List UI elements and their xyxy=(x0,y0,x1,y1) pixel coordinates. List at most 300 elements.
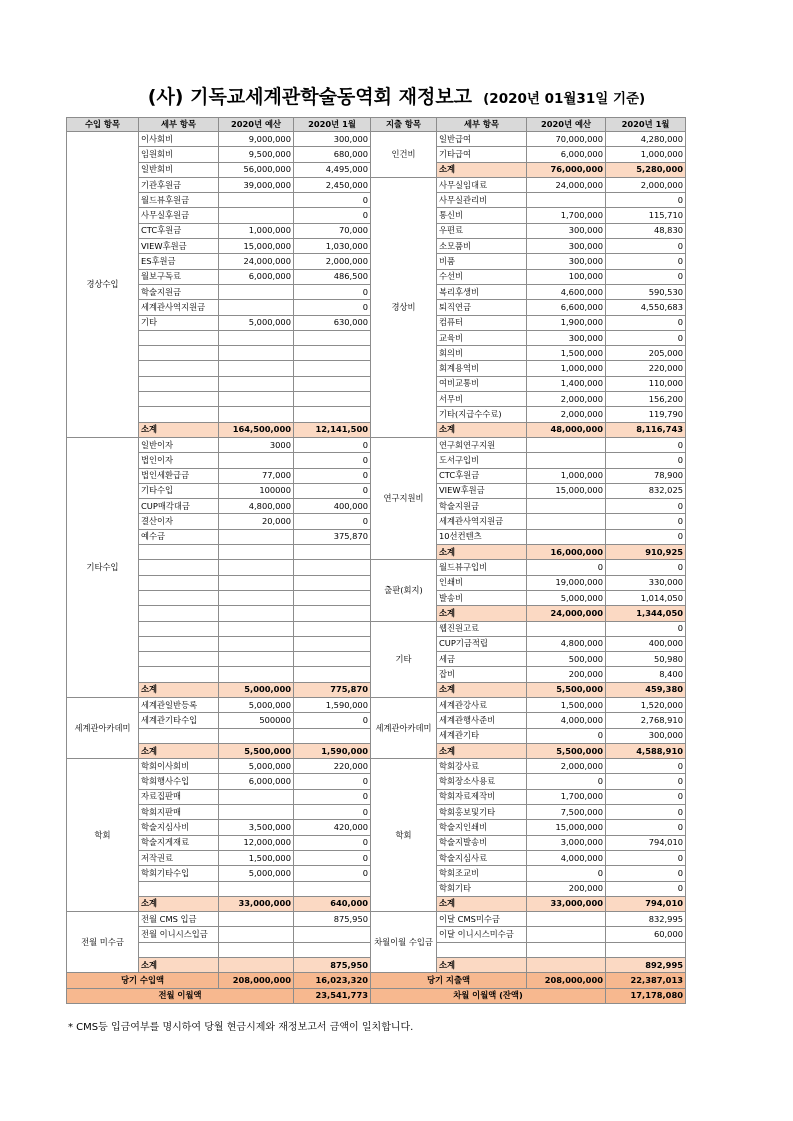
income-subtotal-label: 소계 xyxy=(139,896,219,911)
income-item-label: 학술지원금 xyxy=(139,284,219,299)
income-category: 세계관아카데미 xyxy=(67,697,139,758)
expense-item-label: 학회강사료 xyxy=(437,759,527,774)
income-item-month: 375,870 xyxy=(294,529,371,544)
income-item-budget xyxy=(219,208,294,223)
prev-carryover-label: 전월 이월액 xyxy=(67,988,294,1003)
expense-item-budget: 4,000,000 xyxy=(527,713,606,728)
table-row xyxy=(67,560,686,575)
income-item-month: 680,000 xyxy=(294,147,371,162)
income-item-budget xyxy=(219,927,294,942)
income-item-label: 학회이사회비 xyxy=(139,759,219,774)
expense-subtotal-label: 소계 xyxy=(437,545,527,560)
income-item-month: 0 xyxy=(294,805,371,820)
expense-item-month: 0 xyxy=(606,805,686,820)
income-item-month: 875,950 xyxy=(294,912,371,927)
income-item-label: 기타 xyxy=(139,315,219,330)
expense-item-month: 0 xyxy=(606,820,686,835)
income-item-month: 0 xyxy=(294,437,371,452)
expense-item-label: 학회기타 xyxy=(437,881,527,896)
income-item-month: 0 xyxy=(294,193,371,208)
expense-subtotal-label: 소계 xyxy=(437,606,527,621)
income-item-budget: 3000 xyxy=(219,437,294,452)
expense-item-budget: 6,600,000 xyxy=(527,300,606,315)
income-item-month: 0 xyxy=(294,483,371,498)
expense-item-label: 비품 xyxy=(437,254,527,269)
income-item-label: 학회지판매 xyxy=(139,805,219,820)
expense-item-budget: 5,000,000 xyxy=(527,590,606,605)
expense-subtotal-month: 794,010 xyxy=(606,896,686,911)
income-item-label: 일반이자 xyxy=(139,437,219,452)
expense-subtotal-budget: 33,000,000 xyxy=(527,896,606,911)
income-item-budget xyxy=(219,652,294,667)
expense-category: 인건비 xyxy=(371,132,437,178)
expense-item-month: 1,000,000 xyxy=(606,147,686,162)
income-item-label: 세계관기타수입 xyxy=(139,713,219,728)
income-item-budget: 500000 xyxy=(219,713,294,728)
income-total-label: 당기 수입액 xyxy=(67,973,219,988)
income-item-label: 예수금 xyxy=(139,529,219,544)
income-item-month: 0 xyxy=(294,866,371,881)
expense-subtotal-budget: 5,500,000 xyxy=(527,682,606,697)
expense-item-budget xyxy=(527,942,606,957)
expense-item-budget xyxy=(527,514,606,529)
expense-item-month: 1,014,050 xyxy=(606,590,686,605)
expense-subtotal-month: 910,925 xyxy=(606,545,686,560)
expense-category: 차월이월 수입금 xyxy=(371,912,437,973)
income-item-month: 1,590,000 xyxy=(294,697,371,712)
income-item-month: 420,000 xyxy=(294,820,371,835)
expense-item-month: 400,000 xyxy=(606,636,686,651)
income-item-label xyxy=(139,881,219,896)
expense-item-budget xyxy=(527,529,606,544)
income-item-label: 임원회비 xyxy=(139,147,219,162)
report-title xyxy=(0,82,793,109)
expense-item-month: 0 xyxy=(606,881,686,896)
income-item-label: 세계관일반등록 xyxy=(139,697,219,712)
income-category: 전월 미수금 xyxy=(67,912,139,973)
income-item-budget xyxy=(219,881,294,896)
table-header-row xyxy=(67,118,686,132)
income-item-budget: 5,000,000 xyxy=(219,866,294,881)
expense-category: 경상비 xyxy=(371,177,437,437)
income-item-budget xyxy=(219,728,294,743)
income-item-label: 학술지게재료 xyxy=(139,835,219,850)
expense-item-label xyxy=(437,942,527,957)
table-body xyxy=(67,132,686,973)
income-item-label: 월드뷰후원금 xyxy=(139,193,219,208)
expense-item-month: 300,000 xyxy=(606,728,686,743)
expense-item-budget: 0 xyxy=(527,866,606,881)
table-row xyxy=(67,177,686,192)
expense-item-month: 220,000 xyxy=(606,361,686,376)
income-item-label xyxy=(139,376,219,391)
income-item-month xyxy=(294,392,371,407)
expense-item-month: 0 xyxy=(606,193,686,208)
expense-item-label: 도서구입비 xyxy=(437,453,527,468)
income-item-budget: 1,500,000 xyxy=(219,850,294,865)
title-main: (사) 기독교세계관학술동역회 재정보고 xyxy=(147,86,473,108)
total-row-carryover xyxy=(67,988,686,1003)
expense-item-budget: 300,000 xyxy=(527,330,606,345)
expense-item-budget: 300,000 xyxy=(527,239,606,254)
table-row xyxy=(67,132,686,147)
expense-item-budget: 15,000,000 xyxy=(527,483,606,498)
expense-item-label: 사무실관리비 xyxy=(437,193,527,208)
expense-subtotal-month: 4,588,910 xyxy=(606,743,686,758)
expense-item-budget: 1,700,000 xyxy=(527,789,606,804)
income-item-month: 220,000 xyxy=(294,759,371,774)
expense-item-budget: 0 xyxy=(527,774,606,789)
expense-item-month: 0 xyxy=(606,437,686,452)
income-item-month: 4,495,000 xyxy=(294,162,371,177)
expense-item-label: 10선컨텐츠 xyxy=(437,529,527,544)
expense-item-month: 156,200 xyxy=(606,392,686,407)
expense-item-budget: 1,400,000 xyxy=(527,376,606,391)
expense-item-label: 발송비 xyxy=(437,590,527,605)
income-item-month: 0 xyxy=(294,713,371,728)
expense-subtotal-budget: 5,500,000 xyxy=(527,743,606,758)
expense-item-month: 0 xyxy=(606,621,686,636)
expense-item-label: 컴퓨터 xyxy=(437,315,527,330)
expense-item-budget: 2,000,000 xyxy=(527,407,606,422)
expense-item-label: 사무실임대료 xyxy=(437,177,527,192)
income-item-month: 400,000 xyxy=(294,499,371,514)
income-item-month: 0 xyxy=(294,835,371,850)
income-subtotal-month: 775,870 xyxy=(294,682,371,697)
income-item-month: 300,000 xyxy=(294,132,371,147)
income-subtotal-month: 640,000 xyxy=(294,896,371,911)
income-item-label: 전월 CMS 입금 xyxy=(139,912,219,927)
expense-item-month: 48,830 xyxy=(606,223,686,238)
income-item-budget xyxy=(219,392,294,407)
income-item-budget xyxy=(219,636,294,651)
expense-item-budget: 2,000,000 xyxy=(527,759,606,774)
income-item-label: 학회기타수입 xyxy=(139,866,219,881)
income-item-label: 저작권료 xyxy=(139,850,219,865)
header-expense-budget: 2020년 예산 xyxy=(527,118,606,132)
expense-item-month: 0 xyxy=(606,315,686,330)
expense-item-label: 학술지인쇄비 xyxy=(437,820,527,835)
income-item-month: 630,000 xyxy=(294,315,371,330)
expense-item-month: 0 xyxy=(606,239,686,254)
income-item-budget: 1,000,000 xyxy=(219,223,294,238)
expense-item-budget: 4,800,000 xyxy=(527,636,606,651)
income-item-month xyxy=(294,376,371,391)
income-item-month xyxy=(294,881,371,896)
expense-item-label: 학회자료제작비 xyxy=(437,789,527,804)
expense-item-month: 832,025 xyxy=(606,483,686,498)
expense-item-label: 통신비 xyxy=(437,208,527,223)
expense-item-budget xyxy=(527,193,606,208)
income-item-budget: 15,000,000 xyxy=(219,239,294,254)
income-item-label xyxy=(139,590,219,605)
expense-item-budget: 500,000 xyxy=(527,652,606,667)
income-item-budget xyxy=(219,942,294,957)
income-item-month xyxy=(294,560,371,575)
income-total-budget: 208,000,000 xyxy=(219,973,294,988)
income-item-label: 전월 이니시스입금 xyxy=(139,927,219,942)
header-income-budget: 2020년 예산 xyxy=(219,118,294,132)
income-subtotal-budget: 5,500,000 xyxy=(219,743,294,758)
income-item-month: 0 xyxy=(294,850,371,865)
income-item-budget xyxy=(219,575,294,590)
prev-carryover-value: 23,541,773 xyxy=(294,988,371,1003)
income-item-label: VIEW후원금 xyxy=(139,239,219,254)
income-item-month xyxy=(294,575,371,590)
income-subtotal-budget: 164,500,000 xyxy=(219,422,294,437)
income-item-budget: 100000 xyxy=(219,483,294,498)
expense-item-month: 119,790 xyxy=(606,407,686,422)
expense-item-label: 이달 이니시스미수금 xyxy=(437,927,527,942)
income-item-label xyxy=(139,667,219,682)
expense-item-label: 회계용역비 xyxy=(437,361,527,376)
income-item-budget xyxy=(219,606,294,621)
income-item-label: CUP매각대금 xyxy=(139,499,219,514)
income-item-label: 학술지심사비 xyxy=(139,820,219,835)
expense-item-budget: 19,000,000 xyxy=(527,575,606,590)
expense-total-month: 22,387,013 xyxy=(606,973,686,988)
income-item-month xyxy=(294,652,371,667)
expense-item-label: 이달 CMS미수금 xyxy=(437,912,527,927)
expense-item-month: 78,900 xyxy=(606,468,686,483)
total-row-current xyxy=(67,973,686,988)
income-item-month xyxy=(294,927,371,942)
expense-item-budget xyxy=(527,927,606,942)
expense-item-label: CTC후원금 xyxy=(437,468,527,483)
income-item-label: 학회행사수입 xyxy=(139,774,219,789)
expense-item-budget: 4,600,000 xyxy=(527,284,606,299)
expense-subtotal-label: 소계 xyxy=(437,162,527,177)
income-item-budget xyxy=(219,376,294,391)
income-item-label: CTC후원금 xyxy=(139,223,219,238)
expense-subtotal-budget xyxy=(527,958,606,973)
income-item-budget: 77,000 xyxy=(219,468,294,483)
income-item-month: 0 xyxy=(294,468,371,483)
expense-category: 출판(회지) xyxy=(371,560,437,621)
income-item-label xyxy=(139,407,219,422)
expense-item-month: 0 xyxy=(606,866,686,881)
footnote: * CMS등 입금여부를 명시하여 당월 현금시제와 재정보고서 금액이 일치합니다. xyxy=(68,1022,414,1033)
income-item-budget: 4,800,000 xyxy=(219,499,294,514)
income-item-month xyxy=(294,590,371,605)
expense-item-label: 학회장소사용료 xyxy=(437,774,527,789)
income-item-month xyxy=(294,728,371,743)
expense-item-label: VIEW후원금 xyxy=(437,483,527,498)
expense-item-label: 일반급여 xyxy=(437,132,527,147)
income-item-budget: 12,000,000 xyxy=(219,835,294,850)
income-item-budget: 39,000,000 xyxy=(219,177,294,192)
expense-item-label: 학술지심사료 xyxy=(437,850,527,865)
expense-item-budget: 24,000,000 xyxy=(527,177,606,192)
header-income-item: 세부 항목 xyxy=(139,118,219,132)
expense-item-month: 590,530 xyxy=(606,284,686,299)
expense-subtotal-label: 소계 xyxy=(437,422,527,437)
expense-item-month: 4,280,000 xyxy=(606,132,686,147)
income-subtotal-label: 소계 xyxy=(139,958,219,973)
income-item-budget xyxy=(219,529,294,544)
expense-item-month xyxy=(606,942,686,957)
next-carryover-label: 차월 이월액 (잔액) xyxy=(371,988,606,1003)
income-item-budget: 9,500,000 xyxy=(219,147,294,162)
income-item-label xyxy=(139,606,219,621)
expense-subtotal-label: 소계 xyxy=(437,682,527,697)
income-item-budget: 6,000,000 xyxy=(219,774,294,789)
income-item-budget xyxy=(219,545,294,560)
income-item-budget xyxy=(219,346,294,361)
income-item-label: ES후원금 xyxy=(139,254,219,269)
income-item-budget xyxy=(219,667,294,682)
table-row xyxy=(67,437,686,452)
expense-subtotal-budget: 76,000,000 xyxy=(527,162,606,177)
income-item-label xyxy=(139,636,219,651)
expense-item-budget xyxy=(527,499,606,514)
income-item-month xyxy=(294,942,371,957)
expense-item-budget: 1,000,000 xyxy=(527,468,606,483)
expense-item-month: 0 xyxy=(606,269,686,284)
income-item-label: 세계관사역지원금 xyxy=(139,300,219,315)
expense-item-month: 0 xyxy=(606,330,686,345)
income-item-month: 2,450,000 xyxy=(294,177,371,192)
expense-item-budget: 1,000,000 xyxy=(527,361,606,376)
expense-item-budget: 7,500,000 xyxy=(527,805,606,820)
expense-item-budget: 200,000 xyxy=(527,881,606,896)
income-item-budget xyxy=(219,621,294,636)
income-category: 기타수입 xyxy=(67,437,139,697)
income-item-label xyxy=(139,942,219,957)
expense-item-budget: 1,500,000 xyxy=(527,346,606,361)
income-item-budget xyxy=(219,912,294,927)
expense-item-month: 115,710 xyxy=(606,208,686,223)
income-subtotal-budget: 33,000,000 xyxy=(219,896,294,911)
expense-category: 학회 xyxy=(371,759,437,912)
expense-item-month: 205,000 xyxy=(606,346,686,361)
expense-subtotal-label: 소계 xyxy=(437,743,527,758)
expense-category: 기타 xyxy=(371,621,437,697)
expense-item-budget: 300,000 xyxy=(527,223,606,238)
income-item-budget: 6,000,000 xyxy=(219,269,294,284)
income-item-month: 1,030,000 xyxy=(294,239,371,254)
income-item-month xyxy=(294,361,371,376)
income-item-budget xyxy=(219,193,294,208)
expense-total-label: 당기 지출액 xyxy=(371,973,527,988)
expense-item-month: 0 xyxy=(606,774,686,789)
expense-item-budget xyxy=(527,621,606,636)
expense-item-label: 학회홍보및기타 xyxy=(437,805,527,820)
income-category: 학회 xyxy=(67,759,139,912)
expense-item-month: 60,000 xyxy=(606,927,686,942)
header-income-month: 2020년 1월 xyxy=(294,118,371,132)
expense-item-budget: 200,000 xyxy=(527,667,606,682)
expense-item-label: CUP기금적립 xyxy=(437,636,527,651)
table-row xyxy=(67,912,686,927)
expense-item-month: 832,995 xyxy=(606,912,686,927)
income-item-label: 법인세환급금 xyxy=(139,468,219,483)
expense-item-month: 0 xyxy=(606,850,686,865)
expense-item-label: 기타급여 xyxy=(437,147,527,162)
income-item-label: 자료집판매 xyxy=(139,789,219,804)
expense-subtotal-label: 소계 xyxy=(437,958,527,973)
expense-item-month: 0 xyxy=(606,789,686,804)
income-item-month xyxy=(294,407,371,422)
income-item-label xyxy=(139,728,219,743)
income-item-month: 70,000 xyxy=(294,223,371,238)
income-subtotal-month: 12,141,500 xyxy=(294,422,371,437)
finance-table xyxy=(66,117,686,1004)
expense-item-month: 0 xyxy=(606,759,686,774)
expense-total-budget: 208,000,000 xyxy=(527,973,606,988)
expense-item-label: 소모품비 xyxy=(437,239,527,254)
header-expense-month: 2020년 1월 xyxy=(606,118,686,132)
expense-item-label: 세금 xyxy=(437,652,527,667)
income-item-budget xyxy=(219,453,294,468)
income-item-label xyxy=(139,330,219,345)
expense-item-month: 0 xyxy=(606,529,686,544)
income-subtotal-month: 875,950 xyxy=(294,958,371,973)
expense-item-label: 세계관행사준비 xyxy=(437,713,527,728)
expense-item-label: 서무비 xyxy=(437,392,527,407)
expense-item-month: 0 xyxy=(606,514,686,529)
expense-item-budget xyxy=(527,437,606,452)
income-item-label xyxy=(139,392,219,407)
expense-item-month: 110,000 xyxy=(606,376,686,391)
expense-item-label: 우편료 xyxy=(437,223,527,238)
income-category: 경상수입 xyxy=(67,132,139,438)
expense-item-month: 0 xyxy=(606,254,686,269)
income-subtotal-label: 소계 xyxy=(139,743,219,758)
income-item-budget xyxy=(219,284,294,299)
income-item-label: 월보구독료 xyxy=(139,269,219,284)
expense-item-label: 세계관기타 xyxy=(437,728,527,743)
income-item-month xyxy=(294,606,371,621)
expense-item-budget: 3,000,000 xyxy=(527,835,606,850)
expense-subtotal-month: 8,116,743 xyxy=(606,422,686,437)
income-item-label: 이사회비 xyxy=(139,132,219,147)
income-item-label xyxy=(139,545,219,560)
income-item-budget: 9,000,000 xyxy=(219,132,294,147)
income-item-label xyxy=(139,575,219,590)
income-item-budget xyxy=(219,361,294,376)
income-subtotal-budget: 5,000,000 xyxy=(219,682,294,697)
income-item-budget: 3,500,000 xyxy=(219,820,294,835)
income-subtotal-label: 소계 xyxy=(139,682,219,697)
expense-subtotal-month: 892,995 xyxy=(606,958,686,973)
income-item-month: 0 xyxy=(294,789,371,804)
expense-item-budget xyxy=(527,912,606,927)
income-item-budget: 20,000 xyxy=(219,514,294,529)
income-item-budget: 5,000,000 xyxy=(219,315,294,330)
expense-item-label: 교육비 xyxy=(437,330,527,345)
expense-category: 연구지원비 xyxy=(371,437,437,559)
income-item-budget xyxy=(219,300,294,315)
income-item-month: 2,000,000 xyxy=(294,254,371,269)
income-item-budget: 5,000,000 xyxy=(219,759,294,774)
table-row xyxy=(67,697,686,712)
header-expense-item: 세부 항목 xyxy=(437,118,527,132)
income-item-label xyxy=(139,652,219,667)
income-item-label xyxy=(139,560,219,575)
income-total-month: 16,023,320 xyxy=(294,973,371,988)
income-item-label: 기타수입 xyxy=(139,483,219,498)
income-item-label xyxy=(139,346,219,361)
income-item-month xyxy=(294,330,371,345)
income-item-budget xyxy=(219,805,294,820)
expense-item-month: 8,400 xyxy=(606,667,686,682)
expense-item-month: 50,980 xyxy=(606,652,686,667)
expense-item-budget: 1,900,000 xyxy=(527,315,606,330)
expense-subtotal-month: 459,380 xyxy=(606,682,686,697)
expense-item-budget: 0 xyxy=(527,560,606,575)
expense-category: 세계관아카데미 xyxy=(371,697,437,758)
